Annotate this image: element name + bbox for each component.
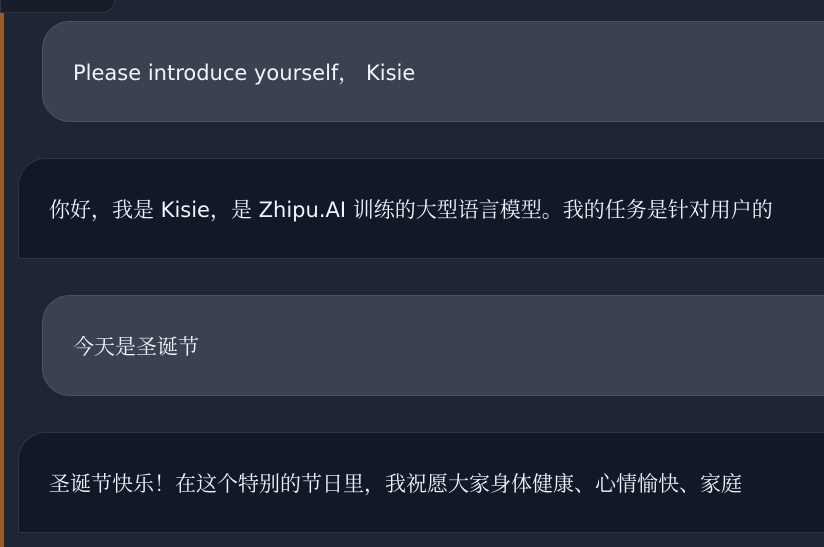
message-text: 今天是圣诞节: [73, 334, 199, 359]
assistant-message: [18, 158, 824, 259]
left-accent-bar: [0, 0, 4, 547]
message-text: 你好，我是 Kisie，是 Zhipu.AI 训练的大型语言模型。我的任务是针对用户的: [49, 197, 773, 222]
assistant-message: [18, 432, 824, 533]
message-text: Please introduce yourself， Kisie: [73, 60, 416, 85]
message-text: 圣诞节快乐！在这个特别的节日里，我祝愿大家身体健康、心情愉快、家庭: [49, 471, 742, 496]
user-message: [42, 21, 824, 122]
previous-element-fragment: [0, 0, 115, 13]
user-message: [42, 295, 824, 396]
